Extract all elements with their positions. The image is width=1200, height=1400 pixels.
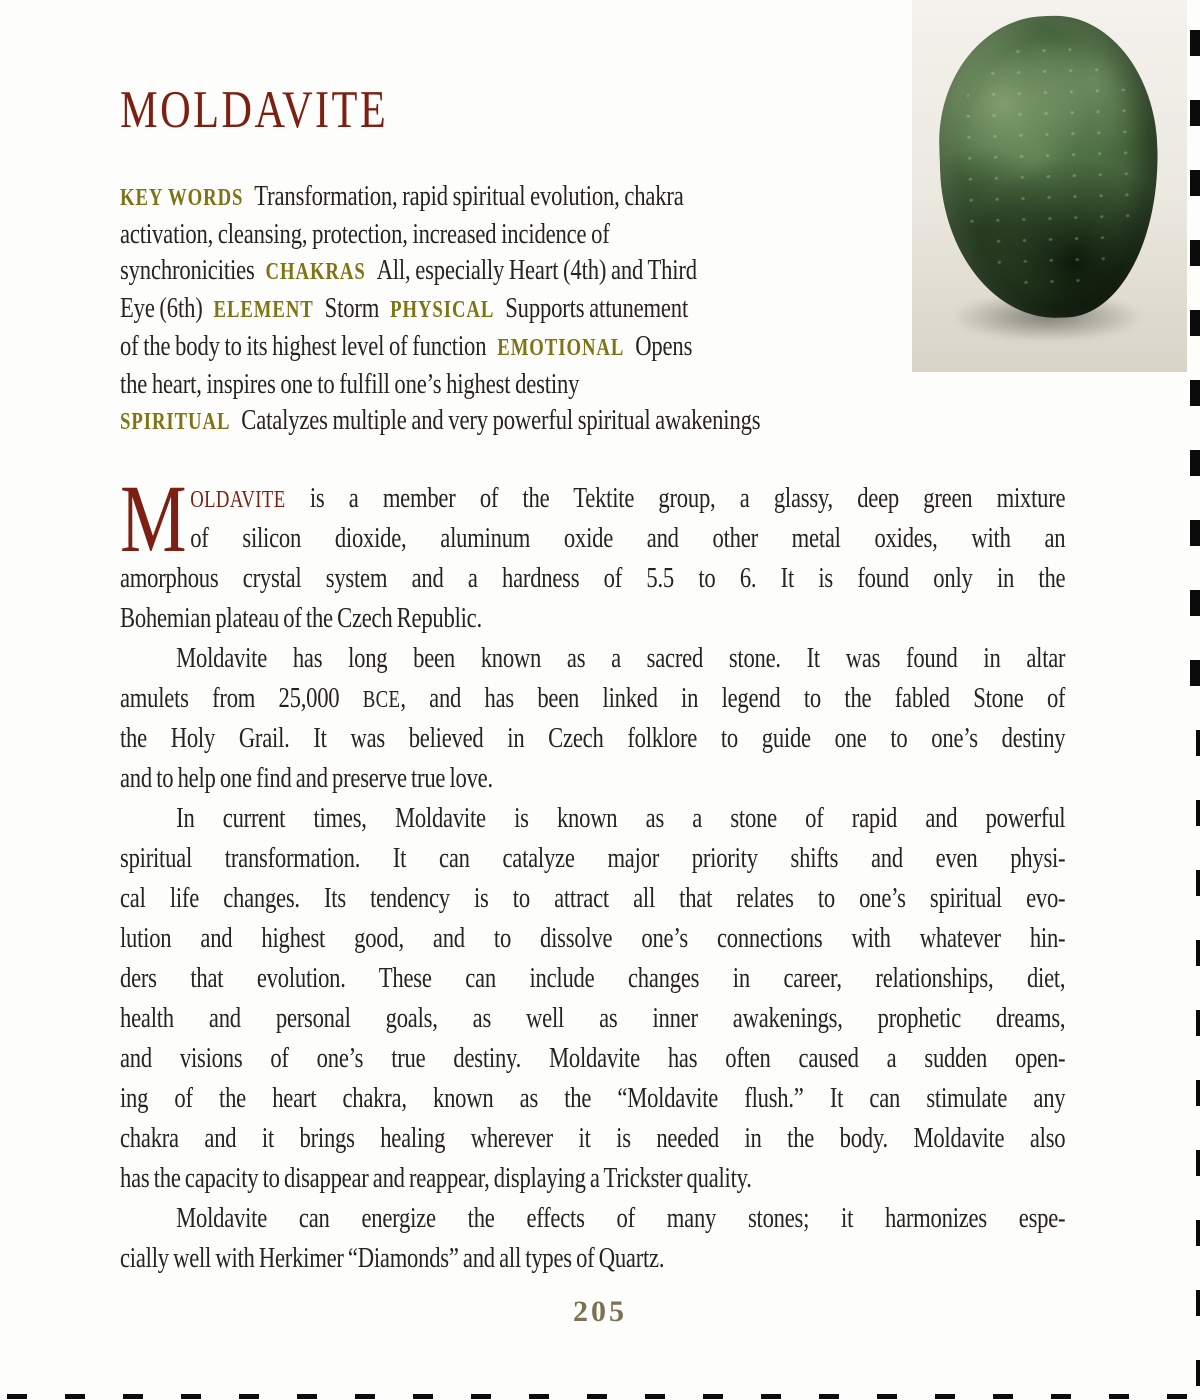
text-segment: ing of the heart chakra, known as the “Moldavite flush.” It can stimulate any <box>120 1082 1066 1114</box>
body-text-line <box>120 758 1065 798</box>
body-text-line <box>120 1038 1065 1078</box>
body-text-line <box>120 998 1065 1038</box>
text-segment: Bohemian plateau of the Czech Republic. <box>120 602 482 634</box>
keywords-line <box>120 328 931 366</box>
keywords-line <box>120 402 931 440</box>
text-segment: and visions of one’s true destiny. Moldavite has often caused a sudden open- <box>120 1042 1066 1074</box>
scan-edge-mark <box>587 1394 607 1399</box>
scan-edge-mark <box>1190 100 1200 126</box>
scan-edge-mark <box>65 1394 85 1399</box>
keyword-label: ELEMENT <box>213 297 314 323</box>
text-segment: ders that evolution. These can include changes in career, relationships, diet, <box>120 962 1066 994</box>
body-text-line <box>120 1078 1065 1118</box>
scan-edge-mark <box>1196 730 1200 756</box>
scan-edge-mark <box>529 1394 549 1399</box>
keywords-line <box>120 216 931 252</box>
body-text-line <box>120 798 1065 838</box>
scan-edge-mark <box>819 1394 839 1399</box>
body-text-line <box>120 638 1065 678</box>
body-text-line <box>120 558 1065 598</box>
text-segment: Eye (6th) <box>120 292 203 324</box>
article-body <box>120 465 1066 1278</box>
body-text-line <box>120 958 1065 998</box>
scan-edge-mark <box>993 1394 1013 1399</box>
body-text-line <box>120 838 1065 878</box>
body-text-line <box>120 1118 1065 1158</box>
text-segment: of silicon dioxide, aluminum oxide and other metal oxides, with an <box>190 522 1066 554</box>
body-text-line <box>120 878 1065 918</box>
body-text-line <box>120 1198 1065 1238</box>
smallcaps-text: BCE <box>362 687 401 713</box>
scan-edge-mark <box>1196 870 1200 896</box>
body-text-line <box>120 918 1065 958</box>
scan-edge-mark <box>181 1394 201 1399</box>
text-segment: activation, cleansing, protection, increased incidence of <box>120 218 610 250</box>
scan-edge-mark <box>1196 1360 1200 1386</box>
keyword-label: CHAKRAS <box>265 259 366 285</box>
keyword-label: SPIRITUAL <box>120 409 231 435</box>
text-segment: Storm <box>324 292 380 324</box>
scan-edge-mark <box>1196 940 1200 966</box>
keywords-line <box>120 178 931 216</box>
text-segment: has the capacity to disappear and reappear, displaying a Trickster quality. <box>120 1162 752 1194</box>
scan-edge-mark <box>7 1394 27 1399</box>
text-segment: the heart, inspires one to fulfill one’s highest destiny <box>120 368 580 400</box>
scan-edge-mark <box>1190 30 1200 56</box>
body-text-line <box>120 518 1065 558</box>
page-number: 205 <box>573 1295 627 1328</box>
body-text-line <box>120 1158 1065 1198</box>
scan-edge-mark <box>645 1394 665 1399</box>
scan-edge-mark <box>1190 520 1200 546</box>
text-segment: amulets from 25,000 <box>120 682 363 714</box>
scan-edge-mark <box>1196 1220 1200 1246</box>
scan-edge-mark <box>413 1394 433 1399</box>
text-segment: cal life changes. Its tendency is to attract all that relates to one’s spiritual evo- <box>120 882 1066 914</box>
scan-edge-mark <box>1190 660 1200 686</box>
keywords-line <box>120 366 931 402</box>
scan-edge-mark <box>1196 1080 1200 1106</box>
scan-edge-mark <box>877 1394 897 1399</box>
body-text-line <box>120 678 1065 718</box>
drop-cap: M <box>120 465 187 572</box>
text-segment: the Holy Grail. It was believed in Czech folklore to guide one to one’s destiny <box>120 722 1066 754</box>
scan-edge-mark <box>1196 1290 1200 1316</box>
text-segment: is a member of the Tektite group, a glassy, deep green mixture <box>285 482 1066 514</box>
scan-edge-mark <box>1196 1010 1200 1036</box>
text-segment: spiritual transformation. It can catalyze major priority shifts and even physi- <box>120 842 1066 874</box>
text-segment: cially well with Herkimer “Diamonds” and all types of Quartz. <box>120 1242 665 1274</box>
scan-edge-mark <box>1109 1394 1129 1399</box>
scan-edge-mark <box>355 1394 375 1399</box>
text-segment: synchronicities <box>120 254 255 286</box>
scan-edge-mark <box>1196 800 1200 826</box>
scan-edge-mark <box>1190 380 1200 406</box>
scan-edge-mark <box>1190 590 1200 616</box>
text-segment: Supports attunement <box>505 292 689 324</box>
text-segment: of the body to its highest level of function <box>120 330 487 362</box>
scan-edge-mark <box>1190 310 1200 336</box>
moldavite-photo <box>912 0 1187 372</box>
keyword-label: EMOTIONAL <box>497 335 625 361</box>
text-segment: and to help one find and preserve true love. <box>120 762 493 794</box>
scan-edge-mark <box>1196 1150 1200 1176</box>
text-segment: chakra and it brings healing wherever it is needed in the body. Moldavite also <box>120 1122 1066 1154</box>
scan-edge-mark <box>297 1394 317 1399</box>
text-segment: Transformation, rapid spiritual evolution, chakra <box>254 180 684 212</box>
page-title: MOLDAVITE <box>120 81 389 139</box>
keywords-line <box>120 290 931 328</box>
scan-edge-mark <box>123 1394 143 1399</box>
scan-edge-mark <box>1190 170 1200 196</box>
keywords-line <box>120 252 931 290</box>
scan-edge-mark <box>471 1394 491 1399</box>
scan-edge-mark <box>1167 1394 1187 1399</box>
body-text-line <box>120 718 1065 758</box>
text-segment: Catalyzes multiple and very powerful spiritual awakenings <box>241 404 761 436</box>
body-text-line <box>120 1238 1065 1278</box>
scan-edge-mark <box>1051 1394 1071 1399</box>
scan-edge-mark <box>761 1394 781 1399</box>
text-segment: Moldavite has long been known as a sacred stone. It was found in altar <box>176 642 1066 674</box>
text-segment: In current times, Moldavite is known as a stone of rapid and powerful <box>176 802 1066 834</box>
scan-edge-mark <box>1190 450 1200 476</box>
text-segment: All, especially Heart (4th) and Third <box>376 254 697 286</box>
smallcaps-red-text: OLDAVITE <box>190 487 286 513</box>
body-text-line <box>120 478 1065 518</box>
text-segment: amorphous crystal system and a hardness of 5.5 to 6. It is found only in the <box>120 562 1066 594</box>
scan-edge-mark <box>239 1394 259 1399</box>
text-segment: health and personal goals, as well as inner awakenings, prophetic dreams, <box>120 1002 1066 1034</box>
keyword-label: PHYSICAL <box>390 297 495 323</box>
scan-edge-mark <box>935 1394 955 1399</box>
moldavite-stone-image <box>935 12 1163 321</box>
keyword-label: KEY WORDS <box>120 185 244 211</box>
text-segment: lution and highest good, and to dissolve one’s connections with whatever hin- <box>120 922 1066 954</box>
scan-edge-mark <box>703 1394 723 1399</box>
body-text-line <box>120 598 1065 638</box>
scan-edge-mark <box>1190 240 1200 266</box>
text-segment: Opens <box>635 330 693 362</box>
text-segment: , and has been linked in legend to the fabled Stone of <box>400 682 1066 714</box>
keywords-block <box>120 178 931 440</box>
text-segment: Moldavite can energize the effects of many stones; it harmonizes espe- <box>176 1202 1066 1234</box>
